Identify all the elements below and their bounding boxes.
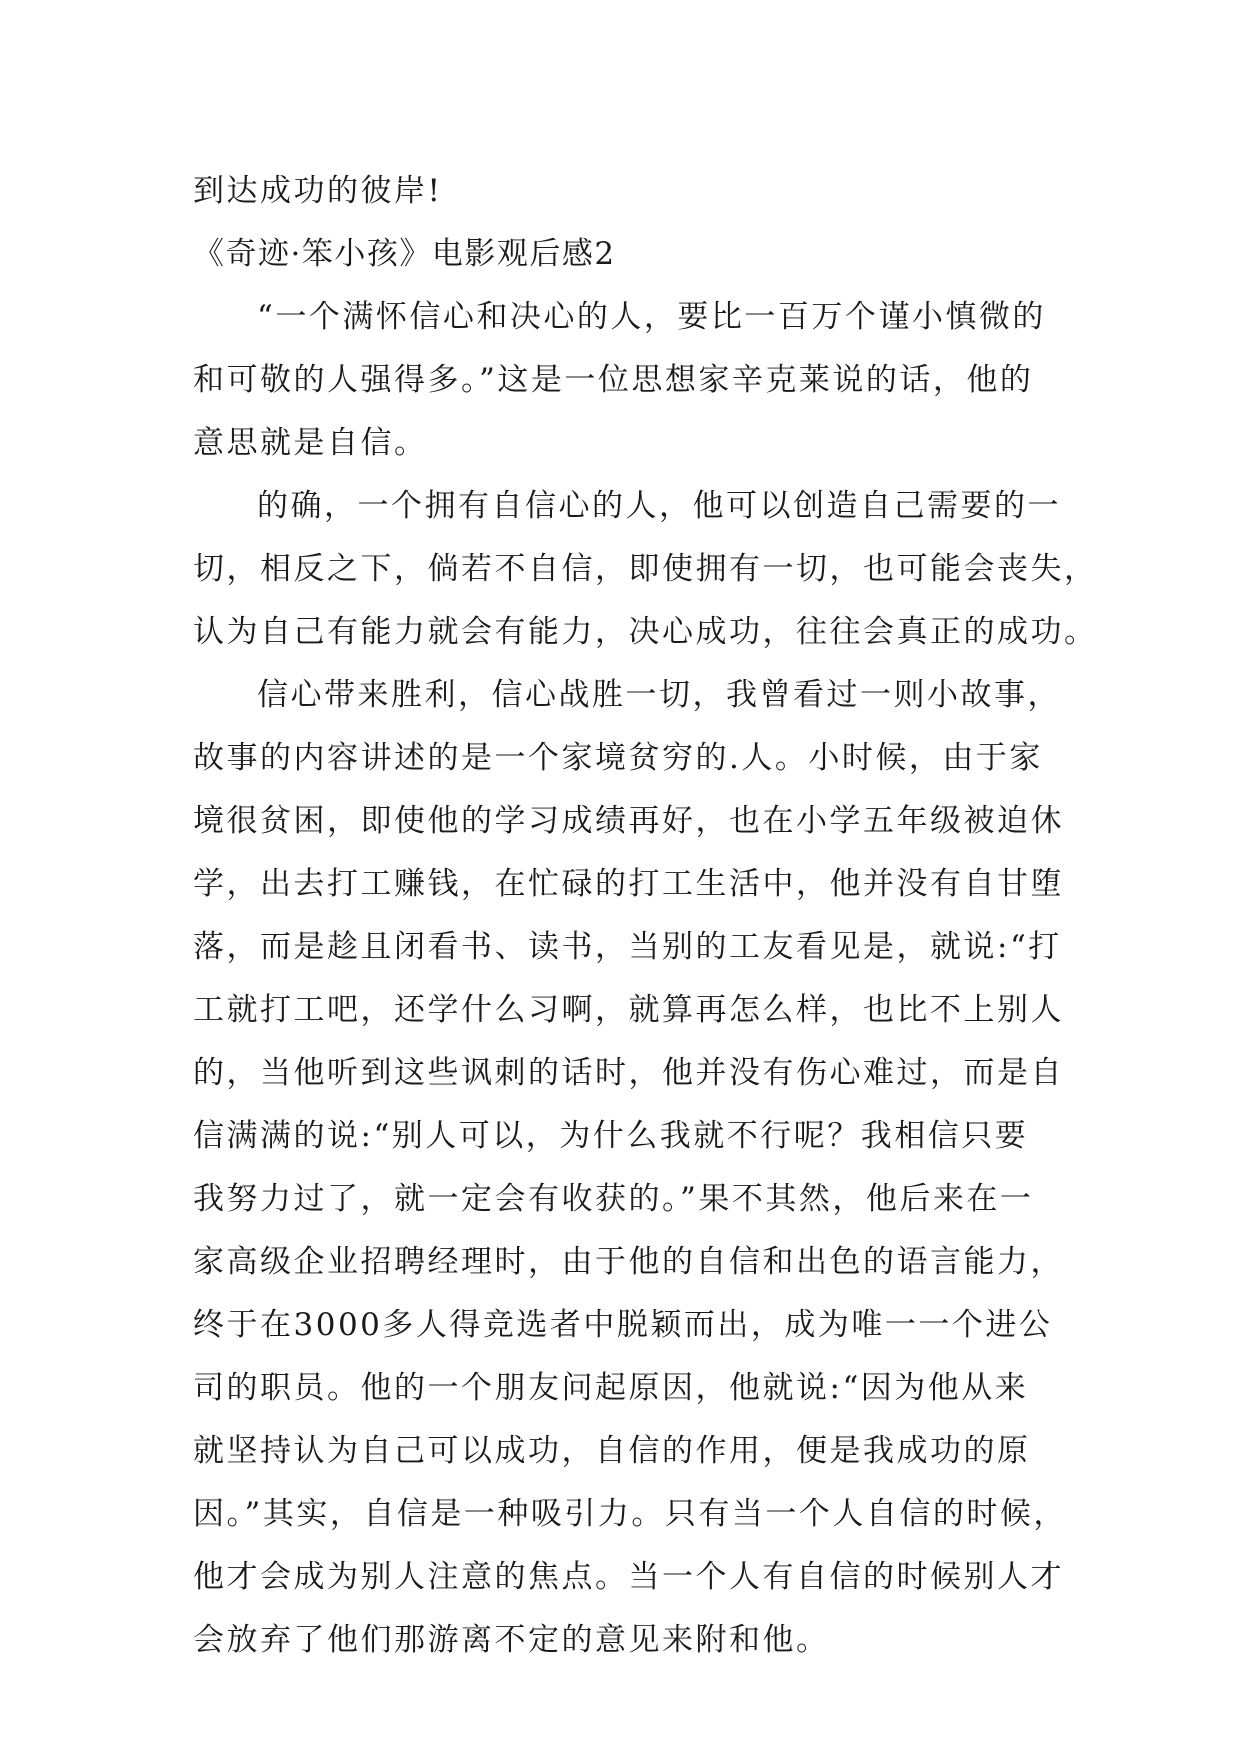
paragraph-line: 故事的内容讲述的是一个家境贫穷的.人。小时候，由于家 <box>193 740 1043 776</box>
section-title: 《奇迹·笨小孩》电影观后感2 <box>193 236 616 272</box>
paragraph-line: 司的职员。他的一个朋友问起原因，他就说:“因为他从来 <box>193 1370 1029 1406</box>
paragraph-line: 我努力过了，就一定会有收获的。”果不其然，他后来在一 <box>193 1181 1034 1217</box>
paragraph-line: 信满满的说:“别人可以，为什么我就不行呢？我相信只要 <box>193 1118 1029 1154</box>
paragraph-line: 意思就是自信。 <box>193 425 428 461</box>
closing-line: 到达成功的彼岸! <box>193 173 443 209</box>
paragraph-line: 就坚持认为自己可以成功，自信的作用，便是我成功的原 <box>193 1433 1031 1469</box>
paragraph-line: 工就打工吧，还学什么习啊，就算再怎么样，也比不上别人 <box>193 992 1064 1028</box>
paragraph-line: “一个满怀信心和决心的人，要比一百万个谨小慎微的 <box>257 299 1046 335</box>
paragraph-line: 信心带来胜利，信心战胜一切，我曾看过一则小故事， <box>257 677 1061 713</box>
paragraph-line: 境很贫困，即使他的学习成绩再好，也在小学五年级被迫休 <box>193 803 1064 839</box>
paragraph-line: 因。”其实，自信是一种吸引力。只有当一个人自信的时候， <box>193 1496 1067 1532</box>
paragraph-line: 会放弃了他们那游离不定的意见来附和他。 <box>193 1622 830 1658</box>
paragraph-line: 认为自己有能力就会有能力，决心成功，往往会真正的成功。 <box>193 614 1098 650</box>
paragraph-line: 他才会成为别人注意的焦点。当一个人有自信的时候别人才 <box>193 1559 1064 1595</box>
paragraph-line: 的确，一个拥有自信心的人，他可以创造自己需要的一 <box>257 488 1061 524</box>
paragraph-line: 落，而是趁且闭看书、读书，当别的工友看见是，就说:“打 <box>193 929 1062 965</box>
paragraph-line: 和可敬的人强得多。”这是一位思想家辛克莱说的话，他的 <box>193 362 1034 398</box>
paragraph-line: 终于在3000多人得竞选者中脱颖而出，成为唯一一个进公 <box>193 1307 1053 1343</box>
paragraph-line: 学，出去打工赚钱，在忙碌的打工生活中，他并没有自甘堕 <box>193 866 1064 902</box>
document-body <box>193 160 1098 1672</box>
paragraph-line: 家高级企业招聘经理时，由于他的自信和出色的语言能力， <box>193 1244 1064 1280</box>
paragraph-line: 的，当他听到这些讽刺的话时，他并没有伤心难过，而是自 <box>193 1055 1064 1091</box>
paragraph-line: 切，相反之下，倘若不自信，即使拥有一切，也可能会丧失， <box>193 551 1098 587</box>
